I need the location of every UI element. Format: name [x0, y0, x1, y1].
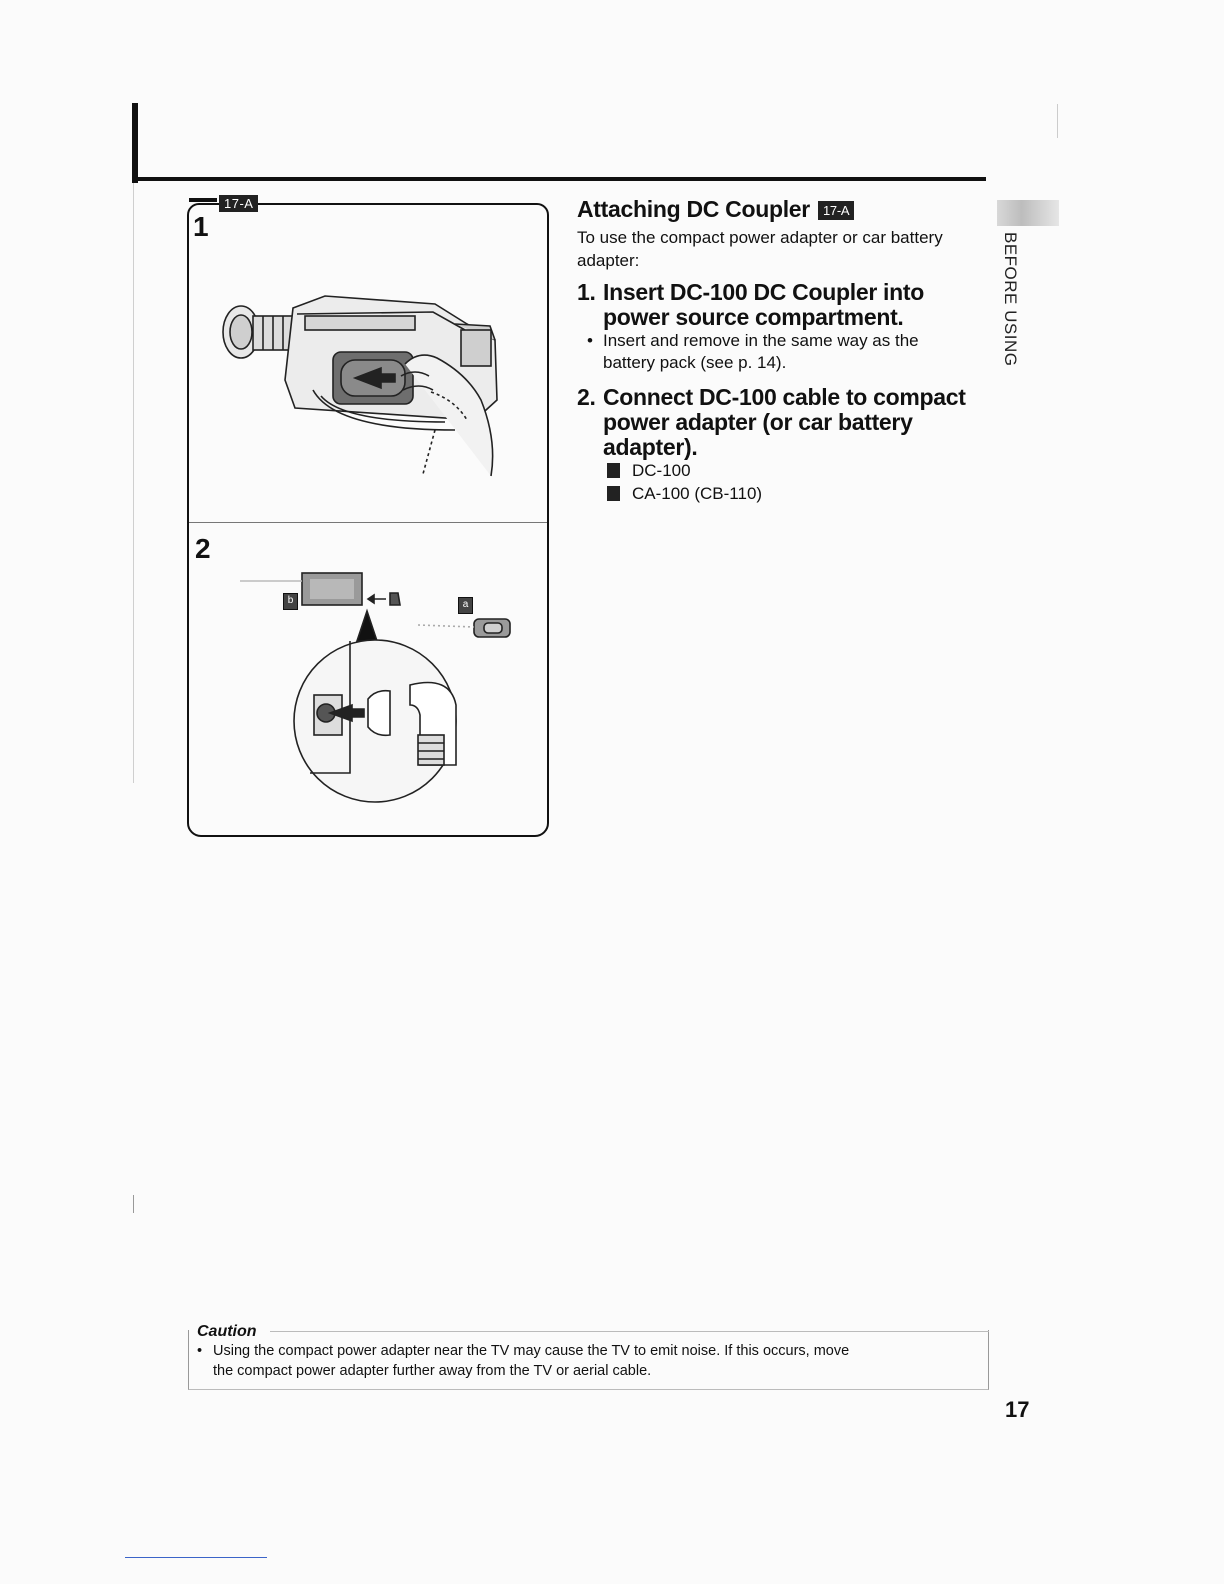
label-b: b — [283, 593, 298, 610]
left-margin-line — [133, 183, 134, 783]
step-1-heading — [577, 280, 977, 330]
item-b-marker-icon — [607, 486, 620, 501]
step-2-heading-line-2: power adapter (or car battery — [603, 409, 913, 435]
caution-line-1: Using the compact power adapter near the TV may cause the TV to emit noise. If this occurs, move — [213, 1343, 850, 1359]
step-2-item-a-label: DC-100 — [632, 461, 691, 480]
step-2-item-b — [607, 482, 762, 505]
side-tab-bar — [997, 200, 1059, 226]
camcorder-illustration — [205, 280, 525, 490]
left-margin-bar — [132, 103, 138, 183]
figure-divider — [189, 522, 547, 523]
step-2-heading — [577, 385, 987, 460]
step-1-heading-line-2: power source compartment. — [603, 304, 904, 330]
step-2-item-b-label: CA-100 (CB-110) — [632, 484, 763, 503]
panel-2-number: 2 — [195, 533, 211, 564]
step-2-heading-line-3: adapter). — [603, 434, 698, 460]
section-intro: To use the compact power adapter or car battery adapter: — [577, 228, 943, 270]
step-1-number: 1. — [577, 279, 596, 305]
page-number: 17 — [1005, 1397, 1030, 1422]
bottom-rule — [125, 1557, 267, 1558]
left-margin-tick — [133, 1195, 134, 1213]
caution-title: Caution — [197, 1323, 261, 1341]
header-rule — [138, 177, 986, 181]
caution-line-2: the compact power adapter further away from the TV or aerial cable. — [213, 1363, 652, 1379]
figure-badge: 17-A — [219, 195, 258, 212]
section-title — [577, 196, 854, 223]
item-a-marker-icon — [607, 463, 620, 478]
step-2-heading-line-1: Connect DC-100 cable to compact — [603, 384, 966, 410]
badge-left-line — [189, 198, 217, 202]
label-a: a — [458, 597, 473, 614]
side-tab-label: BEFORE USING — [1001, 232, 1020, 367]
caution-text — [197, 1341, 977, 1381]
section-title-text: Attaching DC Coupler — [577, 196, 810, 222]
bullet-dot: • — [587, 331, 593, 350]
step-1-bullet-line-2: battery pack (see p. 14). — [603, 353, 787, 372]
right-margin-tick — [1057, 104, 1058, 138]
bullet-dot: • — [197, 1343, 203, 1359]
adapter-connection-illustration — [240, 565, 530, 810]
title-badge: 17-A — [818, 201, 854, 220]
step-2-number: 2. — [577, 384, 596, 410]
step-1-heading-line-1: Insert DC-100 DC Coupler into — [603, 279, 925, 305]
step-2-item-a — [607, 459, 691, 482]
step-1-bullet-line-1: Insert and remove in the same way as the — [603, 331, 919, 350]
panel-1-number: 1 — [193, 211, 209, 242]
caution-top-line — [270, 1331, 989, 1332]
step-1-bullet — [587, 330, 967, 374]
